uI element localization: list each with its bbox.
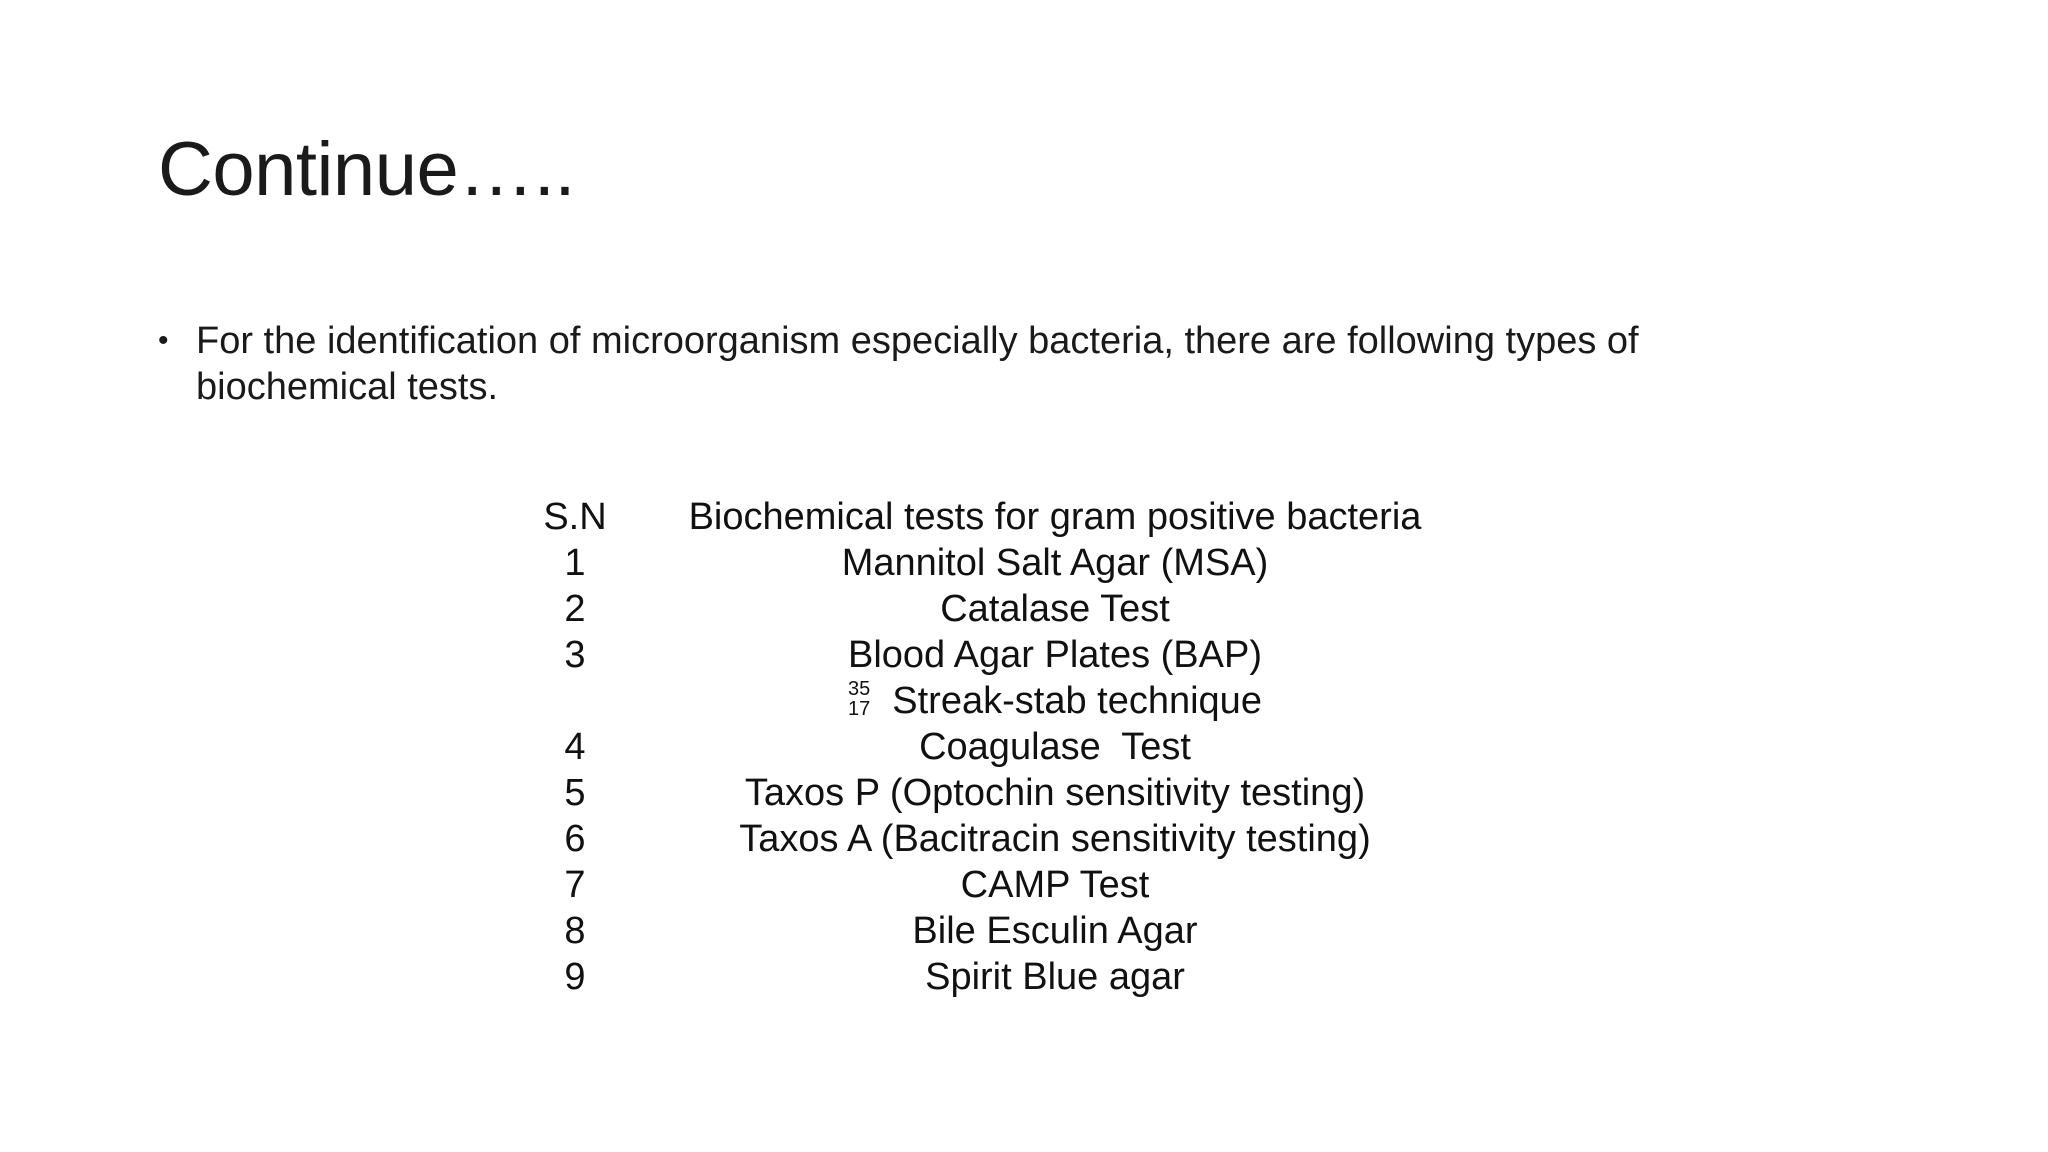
row-sn: 6 (564, 818, 586, 860)
header-test: Biochemical tests for gram positive bacteria (688, 496, 1422, 538)
bullet-text: For the identification of microorganism especially bacteria, there are following types of biochemical tests. (196, 320, 1639, 408)
row-test-with-fraction (630, 678, 1480, 724)
table-row (520, 540, 1480, 586)
tests-table (520, 494, 1480, 1000)
table-row (520, 954, 1480, 1000)
row-test: Catalase Test (940, 588, 1170, 630)
row-sn: 5 (564, 772, 586, 814)
row-sn: 7 (564, 864, 586, 906)
row-sn: 8 (564, 910, 586, 952)
row-sn: 2 (564, 588, 586, 630)
table-row (520, 586, 1480, 632)
row-test: Blood Agar Plates (BAP) (848, 634, 1262, 676)
row-sn: 4 (564, 726, 586, 768)
fraction-top: 35 (848, 677, 871, 700)
nuclide-fraction (848, 679, 870, 719)
row-test: CAMP Test (960, 864, 1150, 906)
table-row (520, 678, 1480, 724)
row-test: Bile Esculin Agar (912, 910, 1198, 952)
fraction-bottom: 17 (848, 697, 871, 720)
row-test: Mannitol Salt Agar (MSA) (841, 542, 1269, 584)
table-header-row (520, 494, 1480, 540)
header-sn: S.N (543, 496, 607, 538)
row-test: Spirit Blue agar (925, 956, 1185, 998)
row-test: Taxos A (Bacitracin sensitivity testing) (739, 818, 1371, 860)
table-row (520, 862, 1480, 908)
row-sn: 3 (564, 634, 586, 676)
bullet-icon: • (158, 324, 169, 357)
table-row (520, 770, 1480, 816)
table-row (520, 724, 1480, 770)
row-test: Taxos P (Optochin sensitivity testing) (744, 772, 1366, 814)
table-row (520, 908, 1480, 954)
table-row (520, 816, 1480, 862)
row-test: Streak-stab technique (892, 680, 1262, 722)
table-row (520, 632, 1480, 678)
row-sn (520, 678, 630, 724)
slide-title: Continue….. (158, 127, 575, 212)
row-sn: 9 (564, 956, 586, 998)
row-test: Coagulase Test (919, 726, 1191, 768)
row-sn: 1 (564, 542, 586, 584)
